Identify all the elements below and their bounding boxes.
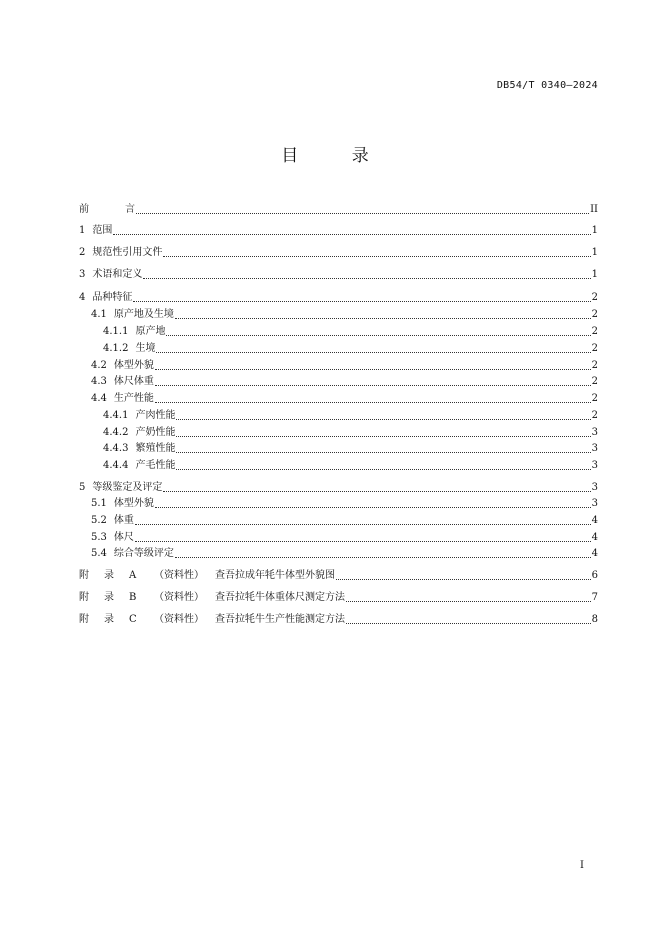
page-number: I — [580, 860, 584, 871]
toc-page-number: 4 — [591, 515, 598, 526]
leader-dots — [336, 579, 591, 580]
toc-page-number: 3 — [591, 482, 598, 493]
toc-entry[interactable] — [91, 546, 598, 560]
toc-entry-label: 附 录 A （资料性） 查吾拉成年牦牛体型外貌图 — [79, 570, 335, 581]
toc-page-number: 2 — [591, 343, 598, 354]
toc-page-number: 3 — [591, 460, 598, 471]
leader-dots — [136, 213, 589, 214]
leader-dots — [156, 352, 590, 353]
toc-entry-label: 4.4.3 繁殖性能 — [103, 443, 176, 454]
toc-page-number: 2 — [591, 360, 598, 371]
toc-entry[interactable] — [103, 408, 598, 422]
toc-page-number: 3 — [591, 427, 598, 438]
toc-page-number: 2 — [591, 309, 598, 320]
leader-dots — [176, 452, 590, 453]
toc-entry[interactable] — [103, 341, 598, 355]
toc-page-number: 2 — [591, 376, 598, 387]
leader-dots — [346, 601, 591, 602]
toc-entry[interactable] — [91, 358, 598, 372]
toc-entry-label: 4.2 体型外貌 — [91, 360, 154, 371]
leader-dots — [113, 234, 590, 235]
leader-dots — [166, 335, 590, 336]
toc-entry-appendix[interactable] — [79, 568, 598, 582]
leader-dots — [176, 436, 590, 437]
toc-entry[interactable] — [91, 374, 598, 388]
leader-dots — [135, 541, 591, 542]
toc-page-number: 4 — [591, 548, 598, 559]
toc-entry-appendix[interactable] — [79, 612, 598, 626]
toc-page-number: 3 — [591, 498, 598, 509]
leader-dots — [346, 623, 591, 624]
leader-dots — [163, 256, 590, 257]
toc-entry-label: 2 规范性引用文件 — [79, 247, 163, 258]
leader-dots — [143, 278, 590, 279]
toc-page-number: 7 — [591, 592, 598, 603]
toc-entry-label: 附 录 C （资料性） 查吾拉牦牛生产性能测定方法 — [79, 614, 345, 625]
toc-entry-appendix[interactable] — [79, 590, 598, 604]
toc-entry[interactable] — [79, 267, 598, 281]
toc-entry-label: 4.4.1 产肉性能 — [103, 410, 176, 421]
toc-page-number: 4 — [591, 532, 598, 543]
toc-page-number: 8 — [591, 614, 598, 625]
toc-page-number: 1 — [591, 269, 598, 280]
leader-dots — [155, 402, 591, 403]
toc-entry[interactable] — [79, 223, 598, 237]
leader-dots — [155, 385, 591, 386]
toc-page-number: 2 — [591, 393, 598, 404]
toc-entry-label: 4.4 生产性能 — [91, 393, 154, 404]
toc-entry-label: 4.1 原产地及生境 — [91, 309, 174, 320]
toc-entry[interactable] — [103, 441, 598, 455]
toc-entry[interactable] — [79, 290, 598, 304]
toc-entry[interactable] — [103, 425, 598, 439]
toc-entry[interactable] — [91, 513, 598, 527]
toc-entry-label: 4.4.4 产毛性能 — [103, 460, 176, 471]
leader-dots — [133, 301, 590, 302]
leader-dots — [163, 491, 590, 492]
toc-page-number: 2 — [591, 326, 598, 337]
toc-page-number: 6 — [591, 570, 598, 581]
toc-entry-label: 4.1.1 原产地 — [103, 326, 166, 337]
leader-dots — [175, 557, 591, 558]
toc-entry-label: 4.1.2 生境 — [103, 343, 156, 354]
leader-dots — [155, 507, 591, 508]
toc-entry[interactable] — [79, 245, 598, 259]
leader-dots — [175, 318, 591, 319]
toc-entry-label: 1 范围 — [79, 225, 113, 236]
toc-entry[interactable] — [103, 458, 598, 472]
leader-dots — [135, 524, 591, 525]
toc-entry-label: 5.3 体尺 — [91, 532, 134, 543]
toc-entry[interactable] — [103, 324, 598, 338]
toc-entry[interactable] — [91, 530, 598, 544]
toc-entry[interactable] — [91, 391, 598, 405]
toc-entry-label: 5.2 体重 — [91, 515, 134, 526]
toc-page-number: II — [590, 204, 598, 215]
toc-entry-label: 附 录 B （资料性） 查吾拉牦牛体重体尺测定方法 — [79, 592, 345, 603]
toc-entry-label: 5 等级鉴定及评定 — [79, 482, 163, 493]
toc-entry-label: 4.3 体尺体重 — [91, 376, 154, 387]
leader-dots — [176, 419, 590, 420]
toc-entry[interactable] — [91, 307, 598, 321]
document-code: DB54/T 0340—2024 — [496, 80, 598, 91]
toc-entry-label: 前 言 — [79, 204, 135, 215]
toc-page-number: 3 — [591, 443, 598, 454]
toc-entry-label: 5.4 综合等级评定 — [91, 548, 174, 559]
toc-entry-label: 5.1 体型外貌 — [91, 498, 154, 509]
page-title: 目 录 — [281, 146, 393, 166]
toc-entry[interactable] — [79, 480, 598, 494]
leader-dots — [176, 469, 590, 470]
toc-page-number: 1 — [591, 247, 598, 258]
toc-page-number: 2 — [591, 292, 598, 303]
leader-dots — [155, 369, 591, 370]
toc-entry[interactable] — [91, 496, 598, 510]
toc-page-number: 1 — [591, 225, 598, 236]
toc-entry-label: 4.4.2 产奶性能 — [103, 427, 176, 438]
toc-entry-preface[interactable] — [79, 202, 598, 216]
toc-entry-label: 4 品种特征 — [79, 292, 133, 303]
toc-entry-label: 3 术语和定义 — [79, 269, 143, 280]
toc-page-number: 2 — [591, 410, 598, 421]
